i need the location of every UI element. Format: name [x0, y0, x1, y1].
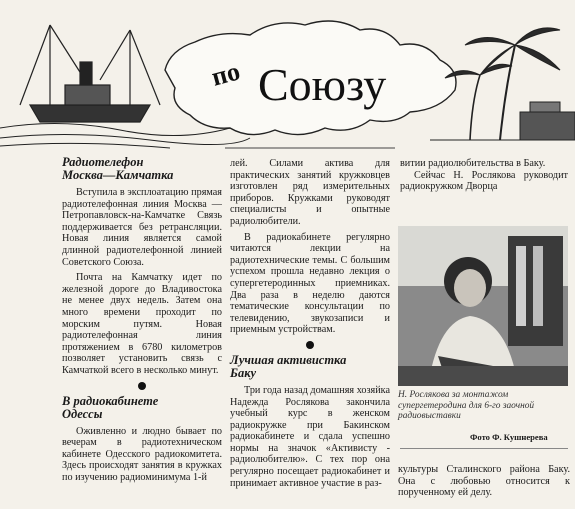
bullet-dot [138, 382, 146, 390]
photo-credit: Фото Ф. Кушнерева [470, 432, 548, 442]
section-head-baku [230, 354, 390, 380]
head-line: Лучшая активистка [230, 352, 347, 367]
column-1 [62, 156, 222, 483]
paragraph: Почта на Камчатку идет по железной дороге до Владивостока не менее двух недель. Затем она много времени проходит по морским путям. Новая радиотелефонная линия протяжением в 6780 километров позволяет установить связь с Камчаткой всего в несколько минут. [62, 272, 222, 376]
head-line: Радиотелефон [62, 155, 144, 169]
paragraph: витии радиолюбительства в Баку. [400, 158, 546, 169]
head-line: В радиокабинете [62, 393, 159, 408]
paragraph: Вступила в эксплоатацию прямая радиотелефонная линия Москва — Петропавловск-на-Камчатке Связь поддерживается без ретрансляции. Новая линия является самой длинной радиотелефонной линией Советского Союза. [62, 187, 222, 268]
paragraph: культуры Сталинского района Баку. Она с любовью относится к порученному ей делу. [398, 464, 570, 499]
column-2 [230, 158, 390, 489]
head-line: Москва—Камчатка [62, 168, 174, 182]
header-banner [0, 0, 575, 150]
photo-caption: Н. Рослякова за монтажом супергетеродина для 6-го заочной радиовыставки [398, 390, 535, 422]
banner-word-po: по [208, 56, 243, 92]
paragraph: лей. Силами актива для практических занятий кружковцев изготовлен ряд измерительных приборов. Кружками руководят специалисты и опытные радиолюбители. [230, 158, 390, 227]
column-3 [400, 158, 568, 193]
photo-roslyakova [398, 226, 568, 386]
paragraph: Оживленно и людно бывает по вечерам в радиотехническом кабинете Одесского радиокомитета. Здесь происходят занятия в кружках по изучению радиоминимума 1-й [62, 425, 222, 483]
head-line: Баку [230, 365, 257, 380]
paragraph: В радиокабинете регулярно читаются лекции на радиотехнические темы. С большим успехом прошла недавно лекция о супергетеродинных приемниках. Два раза в неделю даются тематические консультации по телевидению, звукозаписи и приемным устройствам. [230, 231, 390, 336]
section-head-moscow-kamchatka [62, 156, 222, 182]
column-3-bottom [398, 454, 570, 509]
bullet-dot [306, 341, 314, 349]
paragraph: Три года назад домашняя хозяйка Надежда Рослякова закончила учебный курс в женском радиокружке при Бакинском радиокабинете и сдала успешно нормы на значок «Активисту - радиолюбителю». С тех пор она регулярно посещает радиокабинет и принимает активное участие в раз- [230, 384, 390, 489]
section-head-odessa [62, 395, 222, 421]
head-line: Одессы [62, 406, 103, 421]
paragraph: Сейчас Н. Рослякова руководит радиокружком Дворца [400, 169, 568, 193]
banner-word-soyuzu: Союзу [258, 59, 387, 110]
column-rule [400, 448, 568, 449]
